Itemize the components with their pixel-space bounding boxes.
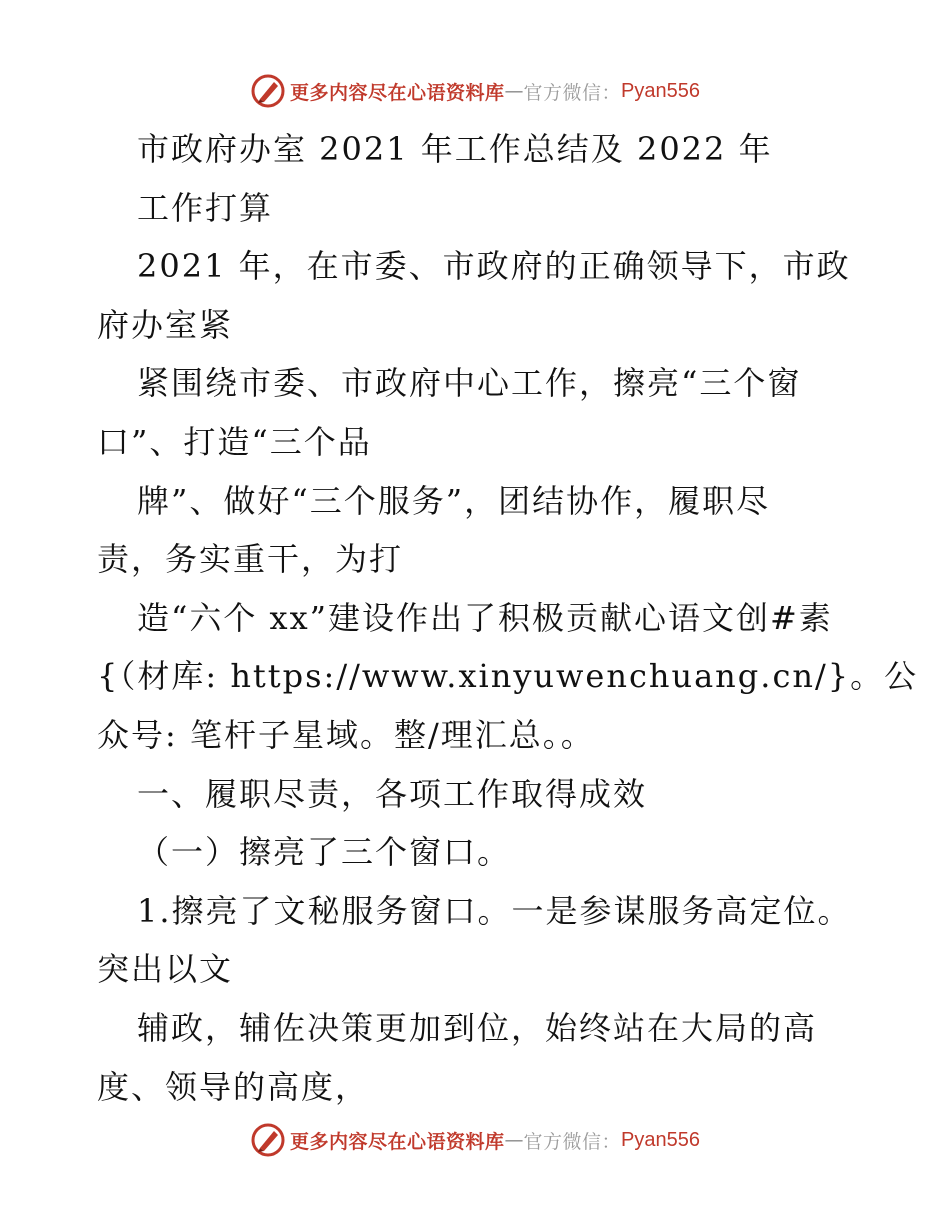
doc-line: 造“六个 xx”建设作出了积极贡献心语文创#素	[137, 598, 833, 637]
doc-title-line-1: 市政府办室 2021 年工作总结及 2022 年	[137, 130, 773, 168]
pen-logo-icon	[250, 1122, 286, 1158]
doc-line: 牌”、做好“三个服务”，团结协作，履职尽	[137, 481, 771, 520]
banner-wechat-label: 官方微信：	[523, 1130, 622, 1153]
doc-line: 辅政，辅佐决策更加到位，始终站在大局的高	[137, 1008, 818, 1047]
banner-text: 更多内容尽在心语资料库	[290, 81, 505, 104]
doc-line: 1.擦亮了文秘服务窗口。一是参谋服务高定位。	[137, 891, 852, 930]
doc-line: 紧围绕市委、市政府中心工作，擦亮“三个窗	[137, 364, 802, 403]
doc-line: 责，务实重干，为打	[97, 540, 404, 579]
banner-separator: —	[504, 80, 524, 102]
doc-line: 度、领导的高度，	[97, 1067, 370, 1106]
doc-line: 突出以文	[97, 950, 234, 989]
doc-line: 口”、打造“三个品	[97, 422, 372, 461]
banner-separator: —	[504, 1129, 524, 1151]
pen-logo-icon	[250, 73, 286, 109]
doc-line: 众号: 笔杆子星域。整/理汇总。。	[97, 715, 595, 754]
doc-title-line-2: 工作打算	[137, 188, 274, 227]
doc-line: 府办室紧	[97, 305, 234, 344]
doc-line: {（材库: https://www.xinyuwenchuang.cn/}。公	[97, 657, 919, 696]
banner-wechat-id: Pyan556	[621, 1128, 700, 1151]
banner-wechat-id: Pyan556	[621, 79, 700, 102]
subsection-heading: （一）擦亮了三个窗口。	[137, 833, 512, 872]
banner-wechat-label: 官方微信：	[523, 81, 622, 104]
section-heading: 一、履职尽责，各项工作取得成效	[137, 774, 648, 813]
banner-text: 更多内容尽在心语资料库	[290, 1130, 505, 1153]
footer-watermark-banner	[0, 1120, 950, 1160]
doc-line: 2021 年，在市委、市政府的正确领导下，市政	[137, 247, 851, 286]
header-watermark-banner	[0, 71, 950, 111]
document-body	[97, 120, 919, 1116]
